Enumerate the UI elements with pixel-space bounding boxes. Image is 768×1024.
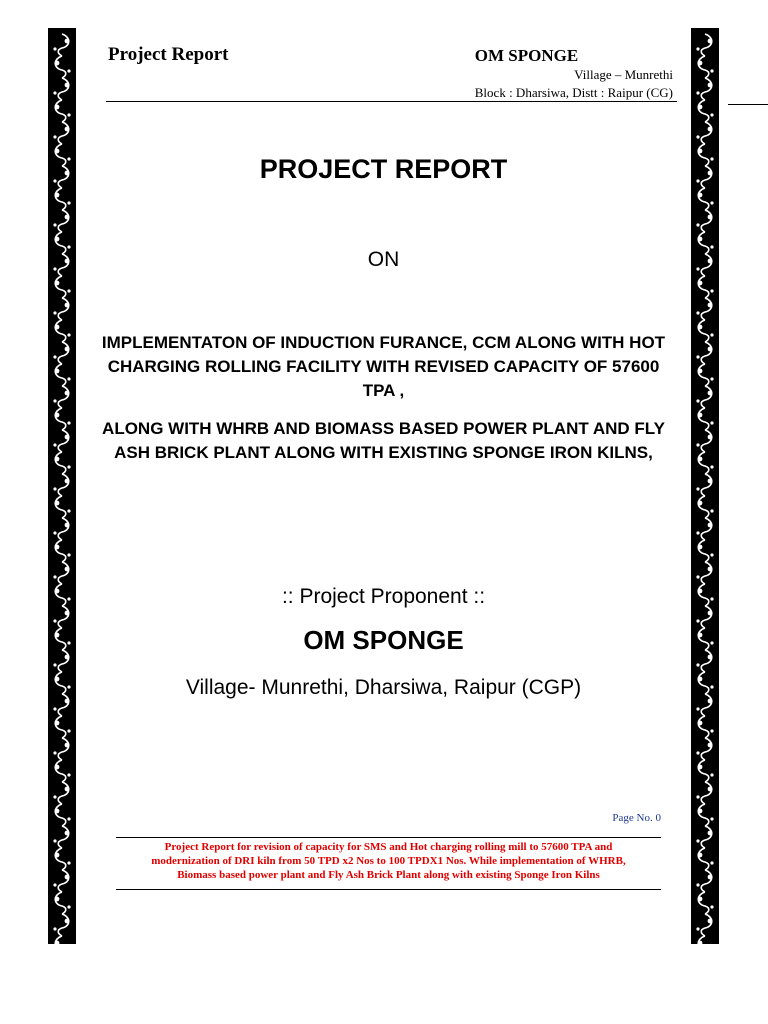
footer-line-2: modernization of DRI kiln from 50 TPD x2 Nos to 100 TPDX1 Nos. While implementation of WHRB, bbox=[151, 855, 626, 867]
header-title: Project Report bbox=[108, 44, 229, 65]
scope-paragraph-2: ALONG WITH WHRB AND BIOMASS BASED POWER PLANT AND FLY ASH BRICK PLANT ALONG WITH EXISTING SPONGE IRON KILNS, bbox=[102, 419, 665, 462]
header-company: OM SPONGE bbox=[474, 46, 579, 65]
header-block: Block : Dharsiwa, Distt : Raipur (CG) bbox=[474, 85, 673, 100]
page-number: Page No. 0 bbox=[612, 812, 661, 824]
margin-tick bbox=[728, 104, 768, 105]
decorative-border-left bbox=[48, 28, 76, 944]
proponent-address: Village- Munrethi, Dharsiwa, Raipur (CGP) bbox=[185, 676, 582, 699]
decorative-border-right bbox=[691, 28, 719, 944]
subtitle-on: ON bbox=[367, 248, 400, 271]
proponent-label: :: Project Proponent :: bbox=[281, 585, 486, 608]
scope-paragraph-1: IMPLEMENTATON OF INDUCTION FURANCE, CCM ALONG WITH HOT CHARGING ROLLING FACILITY WITH REVISED CAPACITY OF 57600 TPA , bbox=[101, 333, 666, 400]
footer-note bbox=[116, 840, 661, 882]
page-title: PROJECT REPORT bbox=[259, 154, 508, 184]
header-village: Village – Munrethi bbox=[574, 67, 673, 82]
report-page bbox=[76, 28, 691, 944]
header-divider bbox=[106, 101, 677, 102]
footer-line-1: Project Report for revision of capacity for SMS and Hot charging rolling mill to 57600 TPA and bbox=[164, 841, 613, 853]
ornament-pattern-left-icon bbox=[48, 28, 76, 944]
ornament-pattern-right-icon bbox=[691, 28, 719, 944]
footer-line-3: Biomass based power plant and Fly Ash Brick Plant along with existing Sponge Iron Kilns bbox=[177, 869, 600, 881]
footer-divider-top bbox=[116, 837, 661, 838]
footer-divider-bottom bbox=[116, 889, 661, 890]
proponent-company: OM SPONGE bbox=[303, 625, 464, 655]
header-address-block bbox=[475, 46, 673, 102]
